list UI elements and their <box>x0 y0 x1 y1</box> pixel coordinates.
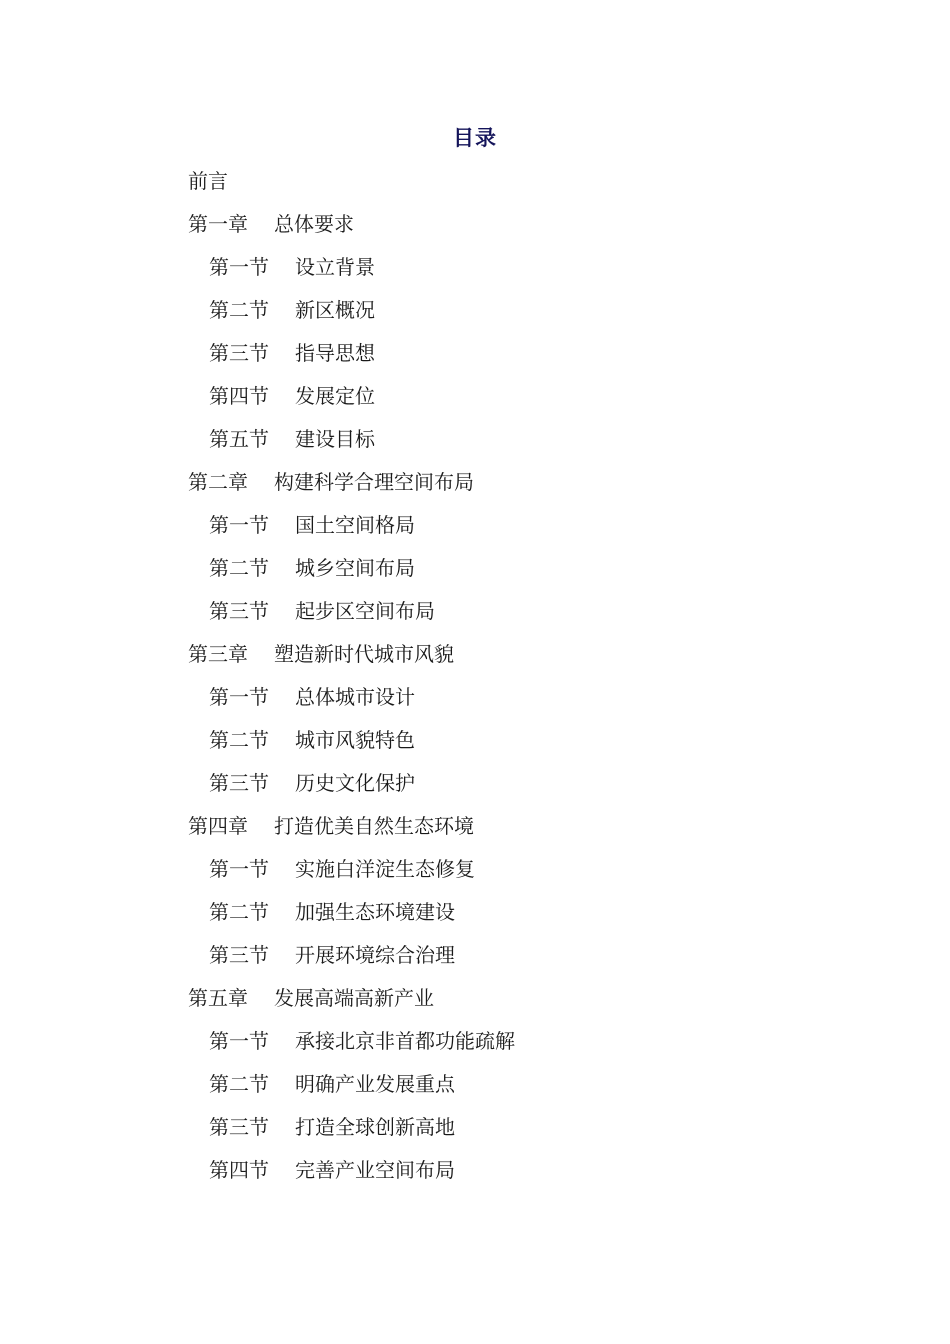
toc-section-entry[interactable] <box>188 1067 515 1110</box>
section-title: 承接北京非首都功能疏解 <box>295 1029 515 1053</box>
toc-chapter-entry[interactable] <box>188 981 515 1024</box>
section-number: 第一节 <box>209 685 269 709</box>
toc-section-entry[interactable] <box>188 293 515 336</box>
section-title: 完善产业空间布局 <box>295 1158 455 1182</box>
section-title: 历史文化保护 <box>295 771 415 795</box>
section-number: 第三节 <box>209 1115 269 1139</box>
chapter-number: 第四章 <box>188 814 248 838</box>
toc-chapter-entry[interactable] <box>188 164 515 207</box>
toc-section-entry[interactable] <box>188 852 515 895</box>
toc-chapter-entry[interactable] <box>188 637 515 680</box>
toc-section-entry[interactable] <box>188 551 515 594</box>
toc-list <box>188 164 515 1196</box>
section-number: 第三节 <box>209 943 269 967</box>
section-number: 第一节 <box>209 857 269 881</box>
toc-section-entry[interactable] <box>188 508 515 551</box>
section-number: 第三节 <box>209 599 269 623</box>
chapter-title: 总体要求 <box>274 212 354 236</box>
toc-section-entry[interactable] <box>188 766 515 809</box>
chapter-title: 塑造新时代城市风貌 <box>274 642 454 666</box>
toc-title: 目录 <box>453 125 497 150</box>
toc-chapter-entry[interactable] <box>188 207 515 250</box>
toc-section-entry[interactable] <box>188 379 515 422</box>
toc-section-entry[interactable] <box>188 594 515 637</box>
toc-section-entry[interactable] <box>188 1024 515 1067</box>
section-number: 第一节 <box>209 255 269 279</box>
section-title: 设立背景 <box>295 255 375 279</box>
toc-section-entry[interactable] <box>188 336 515 379</box>
chapter-number: 第一章 <box>188 212 248 236</box>
chapter-title: 构建科学合理空间布局 <box>274 470 474 494</box>
section-number: 第三节 <box>209 341 269 365</box>
section-number: 第二节 <box>209 900 269 924</box>
section-number: 第二节 <box>209 728 269 752</box>
section-title: 加强生态环境建设 <box>295 900 455 924</box>
toc-section-entry[interactable] <box>188 1153 515 1196</box>
toc-section-entry[interactable] <box>188 680 515 723</box>
section-number: 第四节 <box>209 1158 269 1182</box>
section-title: 城市风貌特色 <box>295 728 415 752</box>
section-number: 第二节 <box>209 556 269 580</box>
toc-chapter-entry[interactable] <box>188 809 515 852</box>
section-number: 第四节 <box>209 384 269 408</box>
section-title: 建设目标 <box>295 427 375 451</box>
chapter-number: 第五章 <box>188 986 248 1010</box>
chapter-title: 发展高端高新产业 <box>274 986 434 1010</box>
toc-section-entry[interactable] <box>188 1110 515 1153</box>
toc-section-entry[interactable] <box>188 250 515 293</box>
chapter-title: 前言 <box>188 169 228 193</box>
chapter-number: 第三章 <box>188 642 248 666</box>
section-title: 新区概况 <box>295 298 375 322</box>
section-number: 第五节 <box>209 427 269 451</box>
toc-section-entry[interactable] <box>188 723 515 766</box>
section-title: 指导思想 <box>295 341 375 365</box>
section-title: 起步区空间布局 <box>295 599 435 623</box>
toc-section-entry[interactable] <box>188 938 515 981</box>
section-title: 发展定位 <box>295 384 375 408</box>
section-number: 第一节 <box>209 513 269 537</box>
section-title: 国土空间格局 <box>295 513 415 537</box>
chapter-title: 打造优美自然生态环境 <box>274 814 474 838</box>
section-number: 第二节 <box>209 1072 269 1096</box>
section-title: 城乡空间布局 <box>295 556 415 580</box>
chapter-number: 第二章 <box>188 470 248 494</box>
section-title: 明确产业发展重点 <box>295 1072 455 1096</box>
section-title: 实施白洋淀生态修复 <box>295 857 475 881</box>
toc-section-entry[interactable] <box>188 422 515 465</box>
section-number: 第三节 <box>209 771 269 795</box>
section-number: 第一节 <box>209 1029 269 1053</box>
toc-section-entry[interactable] <box>188 895 515 938</box>
section-number: 第二节 <box>209 298 269 322</box>
section-title: 总体城市设计 <box>295 685 415 709</box>
section-title: 打造全球创新高地 <box>295 1115 455 1139</box>
toc-chapter-entry[interactable] <box>188 465 515 508</box>
section-title: 开展环境综合治理 <box>295 943 455 967</box>
